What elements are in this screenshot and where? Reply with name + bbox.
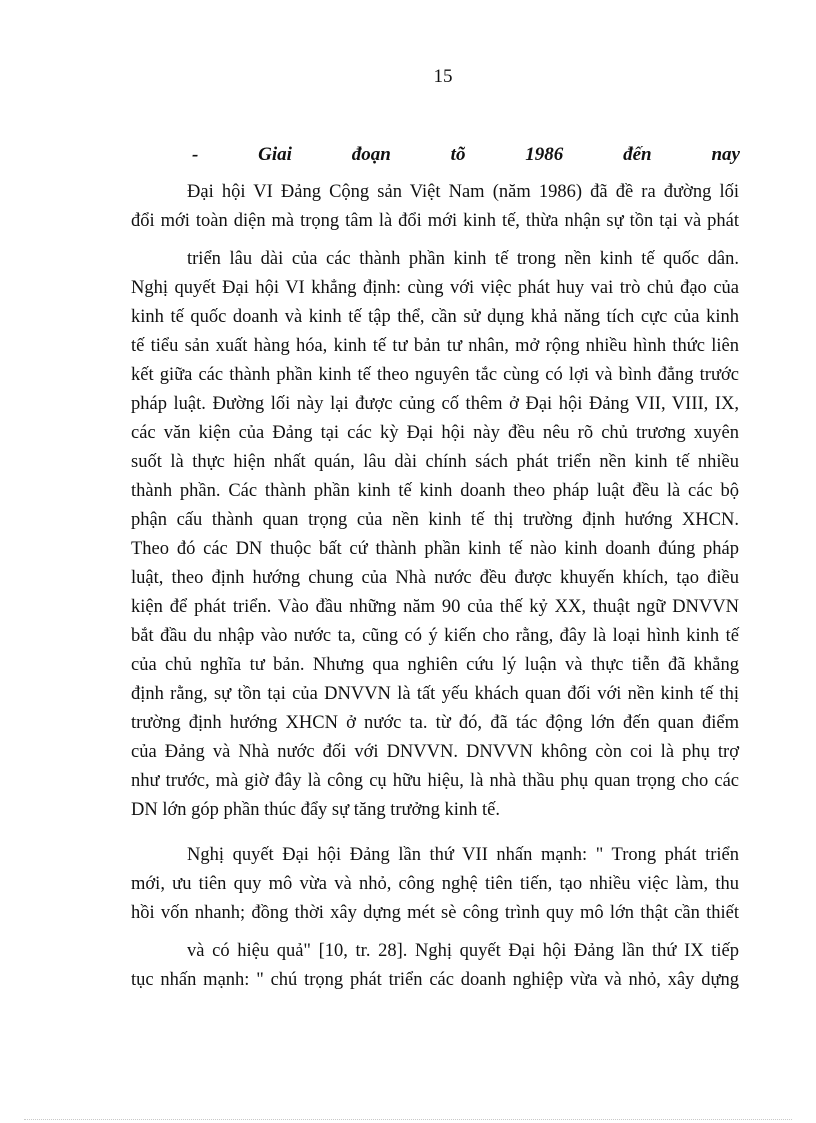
text-line: thành phần. Các thành phần kinh tế kinh doanh theo pháp luật đều là các bộ (131, 481, 739, 501)
text-line: trường định hướng XHCN ở nước ta. từ đó, đã tác động lớn đến quan điểm (131, 713, 739, 733)
text-line: kinh tế quốc doanh và kinh tế tập thể, cần sử dụng khả năng tích cực của kinh (131, 307, 739, 327)
text-line: định rằng, sự tồn tại của DNVVN là tất yếu khách quan đối với nền kinh tế thị (131, 684, 739, 704)
text-line: bắt đầu du nhập vào nước ta, cũng có ý kiến cho rằng, đây là loại hình kinh tế (131, 626, 739, 646)
heading-word: tõ (450, 144, 466, 165)
text-line: tục nhấn mạnh: " chú trọng phát triển các doanh nghiệp vừa và nhỏ, xây dựng (131, 970, 739, 990)
text-line: và có hiệu quả" [10, tr. 28]. Nghị quyết Đại hội Đảng lần thứ IX tiếp (187, 941, 739, 961)
text-line: của chủ nghĩa tư bản. Nhưng qua nghiên cứu lý luận và thực tiễn đã khẳng (131, 655, 739, 675)
heading-word: 1986 (525, 144, 564, 165)
text-line: kiện để phát triển. Vào đầu những năm 90 của thế kỷ XX, thuật ngữ DNVVN (131, 597, 739, 617)
text-line: Nghị quyết Đại hội Đảng lần thứ VII nhấn mạnh: " Trong phát triển (187, 845, 739, 865)
text-line: Nghị quyết Đại hội VI khẳng định: cùng với việc phát huy vai trò chủ đạo của (131, 278, 739, 298)
text-line: Theo đó các DN thuộc bất cứ thành phần kinh tế nào kinh doanh đúng pháp (131, 539, 739, 559)
text-line: suốt là thực hiện nhất quán, lâu dài chính sách phát triển nền kinh tế nhiều (131, 452, 739, 472)
text-line: luật, theo định hướng chung của Nhà nước đều được khuyến khích, tạo điều (131, 568, 739, 588)
text-line: mới, ưu tiên quy mô vừa và nhỏ, công nghệ tiên tiến, tạo nhiều việc làm, thu (131, 874, 739, 894)
text-line: hồi vốn nhanh; đồng thời xây dựng mét sè công trình quy mô lớn thật cần thiết (131, 903, 739, 923)
section-heading (192, 144, 740, 166)
text-line: kết giữa các thành phần kinh tế theo nguyên tắc cùng có lợi và bình đẳng trước (131, 365, 739, 385)
text-line: triển lâu dài của các thành phần kinh tế trong nền kinh tế quốc dân. (187, 249, 739, 269)
heading-word: Giai (258, 144, 292, 165)
text-line: pháp luật. Đường lối này lại được củng cố thêm ở Đại hội Đảng VII, VIII, IX, (131, 394, 739, 414)
text-line: phận cấu thành quan trọng của nền kinh tế thị trường định hướng XHCN. (131, 510, 739, 530)
text-line: DN lớn góp phần thúc đẩy sự tăng trưởng kinh tế. (131, 800, 500, 820)
text-line: đổi mới toàn diện mà trọng tâm là đổi mới kinh tế, thừa nhận sự tồn tại và phát (131, 211, 739, 231)
text-line: tế tiểu sản xuất hàng hóa, kinh tế tư bản tư nhân, mở rộng nhiều hình thức liên (131, 336, 739, 356)
text-line: như trước, mà giờ đây là công cụ hữu hiệu, là nhà thầu phụ quan trọng cho các (131, 771, 739, 791)
heading-word: - (192, 144, 199, 165)
text-line: Đại hội VI Đảng Cộng sản Việt Nam (năm 1986) đã đề ra đường lối (187, 182, 739, 202)
page-number: 15 (433, 66, 453, 87)
page-bottom-rule (24, 1119, 792, 1120)
heading-word: nay (711, 144, 740, 165)
heading-word: đoạn (351, 144, 391, 165)
text-line: của Đảng và Nhà nước đối với DNVVN. DNVVN không còn coi là phụ trợ (131, 742, 739, 762)
heading-word: đến (623, 144, 652, 165)
text-line: các văn kiện của Đảng tại các kỳ Đại hội này đều nêu rõ chủ trương xuyên (131, 423, 739, 443)
